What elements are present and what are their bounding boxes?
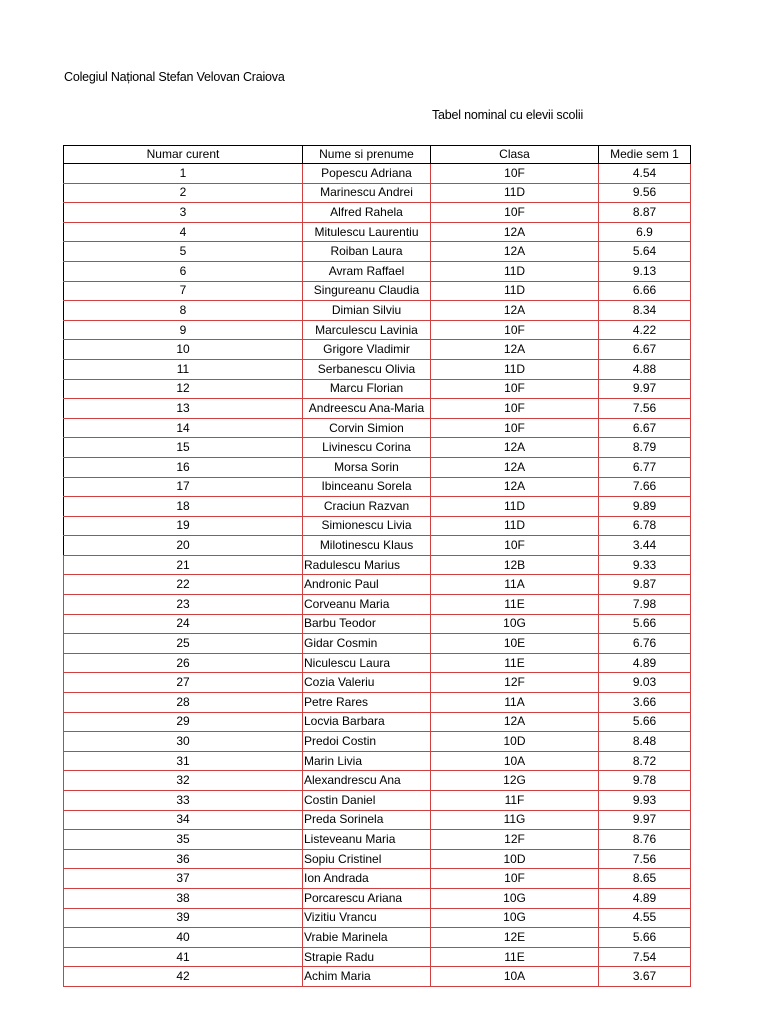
school-name: Colegiul Național Stefan Velovan Craiova xyxy=(64,70,285,84)
table-row xyxy=(64,379,691,399)
table-row xyxy=(64,320,691,340)
semester-average: 8.65 xyxy=(599,869,691,889)
column-header-nume: Nume si prenume xyxy=(303,146,431,164)
class-name: 12A xyxy=(431,242,599,262)
row-number: 29 xyxy=(64,712,303,732)
student-name: Corvin Simion xyxy=(303,418,431,438)
class-name: 12G xyxy=(431,771,599,791)
student-name: Strapie Radu xyxy=(303,947,431,967)
student-name: Marin Livia xyxy=(303,751,431,771)
student-name: Cozia Valeriu xyxy=(303,673,431,693)
student-name: Corveanu Maria xyxy=(303,595,431,615)
table-row xyxy=(64,497,691,517)
semester-average: 4.22 xyxy=(599,320,691,340)
table-body xyxy=(64,164,691,987)
semester-average: 7.66 xyxy=(599,477,691,497)
class-name: 10F xyxy=(431,399,599,419)
table-row xyxy=(64,791,691,811)
row-number: 40 xyxy=(64,928,303,948)
row-number: 22 xyxy=(64,575,303,595)
table-row xyxy=(64,418,691,438)
class-name: 12F xyxy=(431,830,599,850)
table-row xyxy=(64,614,691,634)
semester-average: 9.97 xyxy=(599,810,691,830)
student-name: Livinescu Corina xyxy=(303,438,431,458)
semester-average: 6.67 xyxy=(599,418,691,438)
student-name: Achim Maria xyxy=(303,967,431,987)
row-number: 9 xyxy=(64,320,303,340)
row-number: 20 xyxy=(64,536,303,556)
table-row xyxy=(64,634,691,654)
class-name: 11D xyxy=(431,261,599,281)
student-name: Alexandrescu Ana xyxy=(303,771,431,791)
student-name: Serbanescu Olivia xyxy=(303,359,431,379)
row-number: 38 xyxy=(64,888,303,908)
semester-average: 6.66 xyxy=(599,281,691,301)
table-header-row xyxy=(64,146,691,164)
class-name: 11D xyxy=(431,183,599,203)
class-name: 12A xyxy=(431,477,599,497)
table-row xyxy=(64,183,691,203)
student-name: Vizitiu Vrancu xyxy=(303,908,431,928)
row-number: 6 xyxy=(64,261,303,281)
student-name: Niculescu Laura xyxy=(303,653,431,673)
student-name: Milotinescu Klaus xyxy=(303,536,431,556)
class-name: 10F xyxy=(431,203,599,223)
class-name: 10D xyxy=(431,732,599,752)
table-row xyxy=(64,947,691,967)
class-name: 11G xyxy=(431,810,599,830)
row-number: 1 xyxy=(64,164,303,184)
class-name: 11D xyxy=(431,516,599,536)
student-name: Dimian Silviu xyxy=(303,301,431,321)
semester-average: 4.88 xyxy=(599,359,691,379)
table-row xyxy=(64,301,691,321)
row-number: 5 xyxy=(64,242,303,262)
row-number: 42 xyxy=(64,967,303,987)
student-name: Marculescu Lavinia xyxy=(303,320,431,340)
class-name: 11D xyxy=(431,359,599,379)
student-name: Petre Rares xyxy=(303,693,431,713)
table-row xyxy=(64,575,691,595)
semester-average: 5.66 xyxy=(599,712,691,732)
table-row xyxy=(64,751,691,771)
class-name: 10G xyxy=(431,614,599,634)
semester-average: 9.03 xyxy=(599,673,691,693)
class-name: 11A xyxy=(431,575,599,595)
table-row xyxy=(64,281,691,301)
student-name: Costin Daniel xyxy=(303,791,431,811)
class-name: 10D xyxy=(431,849,599,869)
semester-average: 8.72 xyxy=(599,751,691,771)
table-row xyxy=(64,399,691,419)
table-row xyxy=(64,673,691,693)
row-number: 8 xyxy=(64,301,303,321)
row-number: 28 xyxy=(64,693,303,713)
row-number: 12 xyxy=(64,379,303,399)
student-name: Porcarescu Ariana xyxy=(303,888,431,908)
student-name: Singureanu Claudia xyxy=(303,281,431,301)
row-number: 11 xyxy=(64,359,303,379)
row-number: 7 xyxy=(64,281,303,301)
class-name: 10F xyxy=(431,536,599,556)
class-name: 10A xyxy=(431,967,599,987)
table-row xyxy=(64,888,691,908)
student-name: Marcu Florian xyxy=(303,379,431,399)
student-name: Grigore Vladimir xyxy=(303,340,431,360)
column-header-clasa: Clasa xyxy=(431,146,599,164)
table-row xyxy=(64,908,691,928)
semester-average: 6.9 xyxy=(599,222,691,242)
row-number: 13 xyxy=(64,399,303,419)
class-name: 12F xyxy=(431,673,599,693)
semester-average: 9.93 xyxy=(599,791,691,811)
row-number: 18 xyxy=(64,497,303,517)
class-name: 10A xyxy=(431,751,599,771)
semester-average: 3.67 xyxy=(599,967,691,987)
class-name: 12A xyxy=(431,340,599,360)
table-row xyxy=(64,516,691,536)
row-number: 34 xyxy=(64,810,303,830)
semester-average: 9.97 xyxy=(599,379,691,399)
semester-average: 7.56 xyxy=(599,399,691,419)
semester-average: 5.66 xyxy=(599,928,691,948)
row-number: 36 xyxy=(64,849,303,869)
student-name: Craciun Razvan xyxy=(303,497,431,517)
table-row xyxy=(64,732,691,752)
table-row xyxy=(64,830,691,850)
class-name: 12B xyxy=(431,555,599,575)
semester-average: 6.77 xyxy=(599,457,691,477)
row-number: 19 xyxy=(64,516,303,536)
semester-average: 6.76 xyxy=(599,634,691,654)
row-number: 24 xyxy=(64,614,303,634)
table-row xyxy=(64,477,691,497)
table-row xyxy=(64,712,691,732)
table-row xyxy=(64,438,691,458)
class-name: 11E xyxy=(431,595,599,615)
row-number: 10 xyxy=(64,340,303,360)
table-row xyxy=(64,242,691,262)
row-number: 25 xyxy=(64,634,303,654)
student-name: Preda Sorinela xyxy=(303,810,431,830)
class-name: 10F xyxy=(431,164,599,184)
row-number: 14 xyxy=(64,418,303,438)
student-name: Alfred Rahela xyxy=(303,203,431,223)
class-name: 11D xyxy=(431,281,599,301)
table-row xyxy=(64,810,691,830)
table-row xyxy=(64,869,691,889)
semester-average: 8.76 xyxy=(599,830,691,850)
class-name: 10E xyxy=(431,634,599,654)
class-name: 12A xyxy=(431,301,599,321)
class-name: 11E xyxy=(431,653,599,673)
table-row xyxy=(64,849,691,869)
row-number: 39 xyxy=(64,908,303,928)
class-name: 12A xyxy=(431,438,599,458)
student-name: Andronic Paul xyxy=(303,575,431,595)
class-name: 12A xyxy=(431,712,599,732)
row-number: 3 xyxy=(64,203,303,223)
row-number: 15 xyxy=(64,438,303,458)
row-number: 16 xyxy=(64,457,303,477)
table-row xyxy=(64,536,691,556)
table-row xyxy=(64,555,691,575)
student-name: Andreescu Ana-Maria xyxy=(303,399,431,419)
class-name: 10F xyxy=(431,379,599,399)
student-name: Barbu Teodor xyxy=(303,614,431,634)
student-name: Vrabie Marinela xyxy=(303,928,431,948)
semester-average: 8.48 xyxy=(599,732,691,752)
semester-average: 9.78 xyxy=(599,771,691,791)
semester-average: 7.54 xyxy=(599,947,691,967)
class-name: 12A xyxy=(431,222,599,242)
row-number: 41 xyxy=(64,947,303,967)
table-row xyxy=(64,261,691,281)
class-name: 12A xyxy=(431,457,599,477)
semester-average: 6.78 xyxy=(599,516,691,536)
class-name: 12E xyxy=(431,928,599,948)
class-name: 11D xyxy=(431,497,599,517)
semester-average: 9.33 xyxy=(599,555,691,575)
student-name: Listeveanu Maria xyxy=(303,830,431,850)
semester-average: 4.89 xyxy=(599,653,691,673)
student-name: Sopiu Cristinel xyxy=(303,849,431,869)
row-number: 4 xyxy=(64,222,303,242)
table-title: Tabel nominal cu elevii scolii xyxy=(432,108,584,122)
row-number: 17 xyxy=(64,477,303,497)
student-name: Mitulescu Laurentiu xyxy=(303,222,431,242)
class-name: 11F xyxy=(431,791,599,811)
table-row xyxy=(64,359,691,379)
semester-average: 5.66 xyxy=(599,614,691,634)
row-number: 31 xyxy=(64,751,303,771)
student-name: Marinescu Andrei xyxy=(303,183,431,203)
row-number: 30 xyxy=(64,732,303,752)
row-number: 21 xyxy=(64,555,303,575)
table-row xyxy=(64,928,691,948)
class-name: 10G xyxy=(431,908,599,928)
table-row xyxy=(64,340,691,360)
semester-average: 6.67 xyxy=(599,340,691,360)
student-name: Ibinceanu Sorela xyxy=(303,477,431,497)
row-number: 27 xyxy=(64,673,303,693)
student-name: Predoi Costin xyxy=(303,732,431,752)
class-name: 11E xyxy=(431,947,599,967)
table-row xyxy=(64,457,691,477)
student-name: Gidar Cosmin xyxy=(303,634,431,654)
students-table xyxy=(63,145,691,987)
table-row xyxy=(64,222,691,242)
row-number: 23 xyxy=(64,595,303,615)
semester-average: 8.34 xyxy=(599,301,691,321)
table-row xyxy=(64,653,691,673)
semester-average: 9.13 xyxy=(599,261,691,281)
row-number: 2 xyxy=(64,183,303,203)
table-row xyxy=(64,203,691,223)
student-name: Popescu Adriana xyxy=(303,164,431,184)
table-row xyxy=(64,967,691,987)
semester-average: 9.56 xyxy=(599,183,691,203)
table-row xyxy=(64,595,691,615)
row-number: 26 xyxy=(64,653,303,673)
column-header-numar: Numar curent xyxy=(64,146,303,164)
student-name: Avram Raffael xyxy=(303,261,431,281)
student-name: Morsa Sorin xyxy=(303,457,431,477)
student-name: Simionescu Livia xyxy=(303,516,431,536)
semester-average: 4.54 xyxy=(599,164,691,184)
semester-average: 3.44 xyxy=(599,536,691,556)
semester-average: 3.66 xyxy=(599,693,691,713)
semester-average: 8.79 xyxy=(599,438,691,458)
semester-average: 7.98 xyxy=(599,595,691,615)
semester-average: 8.87 xyxy=(599,203,691,223)
table-row xyxy=(64,771,691,791)
semester-average: 9.89 xyxy=(599,497,691,517)
class-name: 10G xyxy=(431,888,599,908)
table-row xyxy=(64,164,691,184)
table-row xyxy=(64,693,691,713)
column-header-medie: Medie sem 1 xyxy=(599,146,691,164)
student-name: Roiban Laura xyxy=(303,242,431,262)
student-name: Locvia Barbara xyxy=(303,712,431,732)
class-name: 10F xyxy=(431,320,599,340)
row-number: 32 xyxy=(64,771,303,791)
row-number: 37 xyxy=(64,869,303,889)
semester-average: 9.87 xyxy=(599,575,691,595)
semester-average: 7.56 xyxy=(599,849,691,869)
student-name: Radulescu Marius xyxy=(303,555,431,575)
class-name: 10F xyxy=(431,869,599,889)
class-name: 10F xyxy=(431,418,599,438)
student-name: Ion Andrada xyxy=(303,869,431,889)
row-number: 33 xyxy=(64,791,303,811)
row-number: 35 xyxy=(64,830,303,850)
semester-average: 5.64 xyxy=(599,242,691,262)
class-name: 11A xyxy=(431,693,599,713)
semester-average: 4.89 xyxy=(599,888,691,908)
semester-average: 4.55 xyxy=(599,908,691,928)
